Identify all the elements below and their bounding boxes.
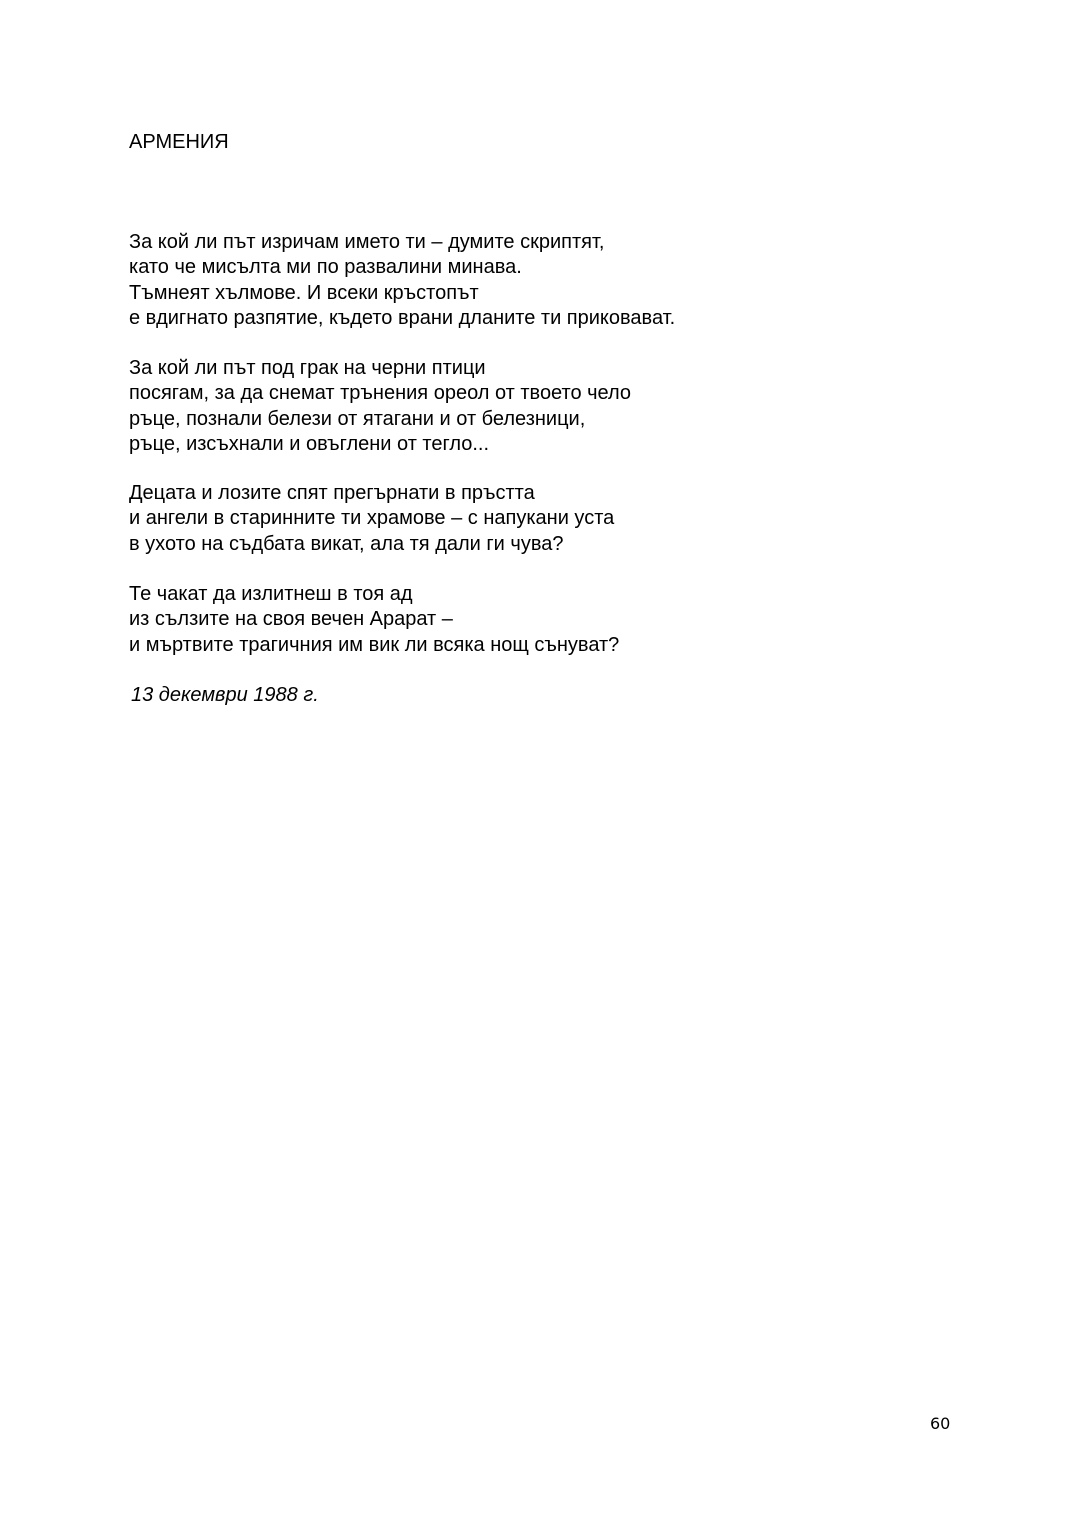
- poem-title: АРМЕНИЯ: [129, 131, 229, 153]
- poem-line: и ангели в старинните ти храмове – с напукани уста: [129, 507, 615, 530]
- stanza-1: [129, 230, 675, 331]
- stanza-4: [129, 582, 619, 658]
- poem-line: в ухото на съдбата викат, ала тя дали ги чува?: [129, 532, 564, 555]
- stanza-2: [129, 356, 631, 457]
- stanza-3: [129, 481, 614, 557]
- poem-date: 13 декември 1988 г.: [131, 684, 319, 706]
- poem-line: Те чакат да излитнеш в тоя ад: [129, 583, 413, 605]
- poem-line: е вдигнато разпятие, където врани дланите ти приковават.: [129, 306, 676, 329]
- poem-line: като че мисълта ми по развалини минава.: [129, 256, 522, 279]
- poem-line: Тъмнеят хълмове. И всеки кръстопът: [129, 281, 479, 304]
- poem-line: посягам, за да снемат трънения ореол от твоето чело: [129, 382, 632, 405]
- poem-line: За кой ли път изричам името ти – думите скриптят,: [129, 231, 605, 253]
- poem-line: Децата и лозите спят прегърнати в пръстта: [129, 482, 535, 504]
- poem-line: За кой ли път под грак на черни птици: [129, 357, 486, 379]
- page-number: 60: [930, 1414, 951, 1433]
- poem-line: и мъртвите трагичния им вик ли всяка нощ сънуват?: [129, 633, 620, 656]
- poem-line: ръце, изсъхнали и овъглени от тегло...: [129, 432, 490, 455]
- poem-line: из сълзите на своя вечен Арарат –: [129, 608, 453, 631]
- poem-line: ръце, познали белези от ятагани и от белезници,: [129, 407, 586, 430]
